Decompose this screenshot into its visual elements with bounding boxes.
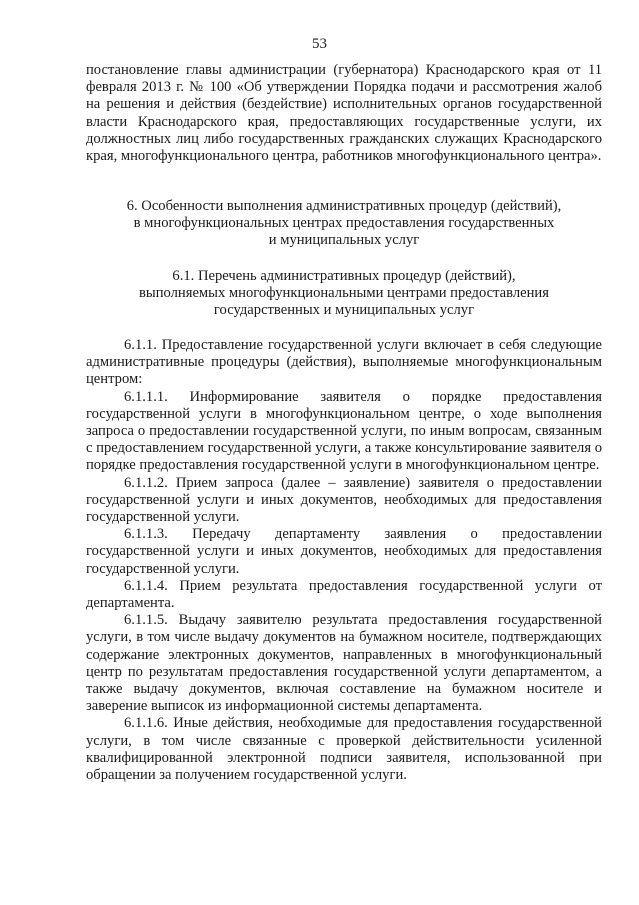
paragraph-6-1-1-4: 6.1.1.4. Прием результата предоставления государственной услуги от департамента. — [86, 577, 602, 612]
section-heading — [86, 198, 602, 250]
subsection-heading-line-2: выполняемых многофункциональными центрами предоставления — [139, 285, 549, 302]
section-heading-line-3: и муниципальных услуг — [268, 232, 420, 249]
intro-paragraph — [86, 62, 602, 165]
paragraph-6-1-1-3: 6.1.1.3. Передачу департаменту заявления о предоставлении государственной услуги и иных документов, необходимых для предоставления государственной услуги. — [86, 526, 602, 577]
paragraph-6-1-1-1: 6.1.1.1. Информирование заявителя о порядке предоставления государственной услуги в многофункциональном центре, о ходе выполнения запроса о предоставлении государственной услуги, по иным вопросам, связанным с предоставлением государственной услуги, а также консультирование заявителя о порядке предоставления государственной услуги в многофункциональном центре. — [86, 388, 602, 474]
page-number: 53 — [312, 36, 327, 52]
intro-paragraph-text: постановление главы администрации (губернатора) Краснодарского края от 11 февраля 2013 г. № 100 «Об утверждении Порядка подачи и рассмотрения жалоб на решения и действия (бездействие) исполнительных органов государственной власти Краснодарского края, предоставляющих государственные услуги, их должностных лиц либо государственных гражданских служащих Краснодарского края, многофункционального центра, работников многофункционального центра». — [86, 62, 602, 165]
section-heading-line-2: в многофункциональных центрах предоставления государственных — [133, 215, 555, 232]
subsection-heading-line-1: 6.1. Перечень административных процедур (действий), — [172, 268, 516, 284]
paragraph-6-1-1-6: 6.1.1.6. Иные действия, необходимые для предоставления государственной услуги, в том числе связанные с проверкой действительности усиленной квалифицированной электронной подписи заявителя, использованной при обращении за получением государственной услуги. — [86, 715, 602, 784]
paragraph-6-1-1-5: 6.1.1.5. Выдачу заявителю результата предоставления государственной услуги, в том числе выдачу документов на бумажном носителе, подтверждающих содержание электронных документов, направленных в многофункциональный центр по результатам предоставления государственной услуги департаментом, а также выдачу документов, включая составление на бумажном носителе и заверение выписок из информационной системы департамента. — [86, 612, 602, 715]
paragraph-6-1-1-2: 6.1.1.2. Прием запроса (далее – заявление) заявителя о предоставлении государственной услуги и иных документов, необходимых для предоставления государственной услуги. — [86, 474, 602, 526]
subsection-heading — [86, 268, 602, 320]
body-text — [86, 337, 602, 784]
paragraph-6-1-1: 6.1.1. Предоставление государственной услуги включает в себя следующие административные процедуры (действия), выполняемые многофункциональным центром: — [86, 337, 602, 388]
subsection-heading-line-3: государственных и муниципальных услуг — [213, 302, 475, 319]
section-heading-line-1: 6. Особенности выполнения административных процедур (действий), — [126, 198, 562, 214]
